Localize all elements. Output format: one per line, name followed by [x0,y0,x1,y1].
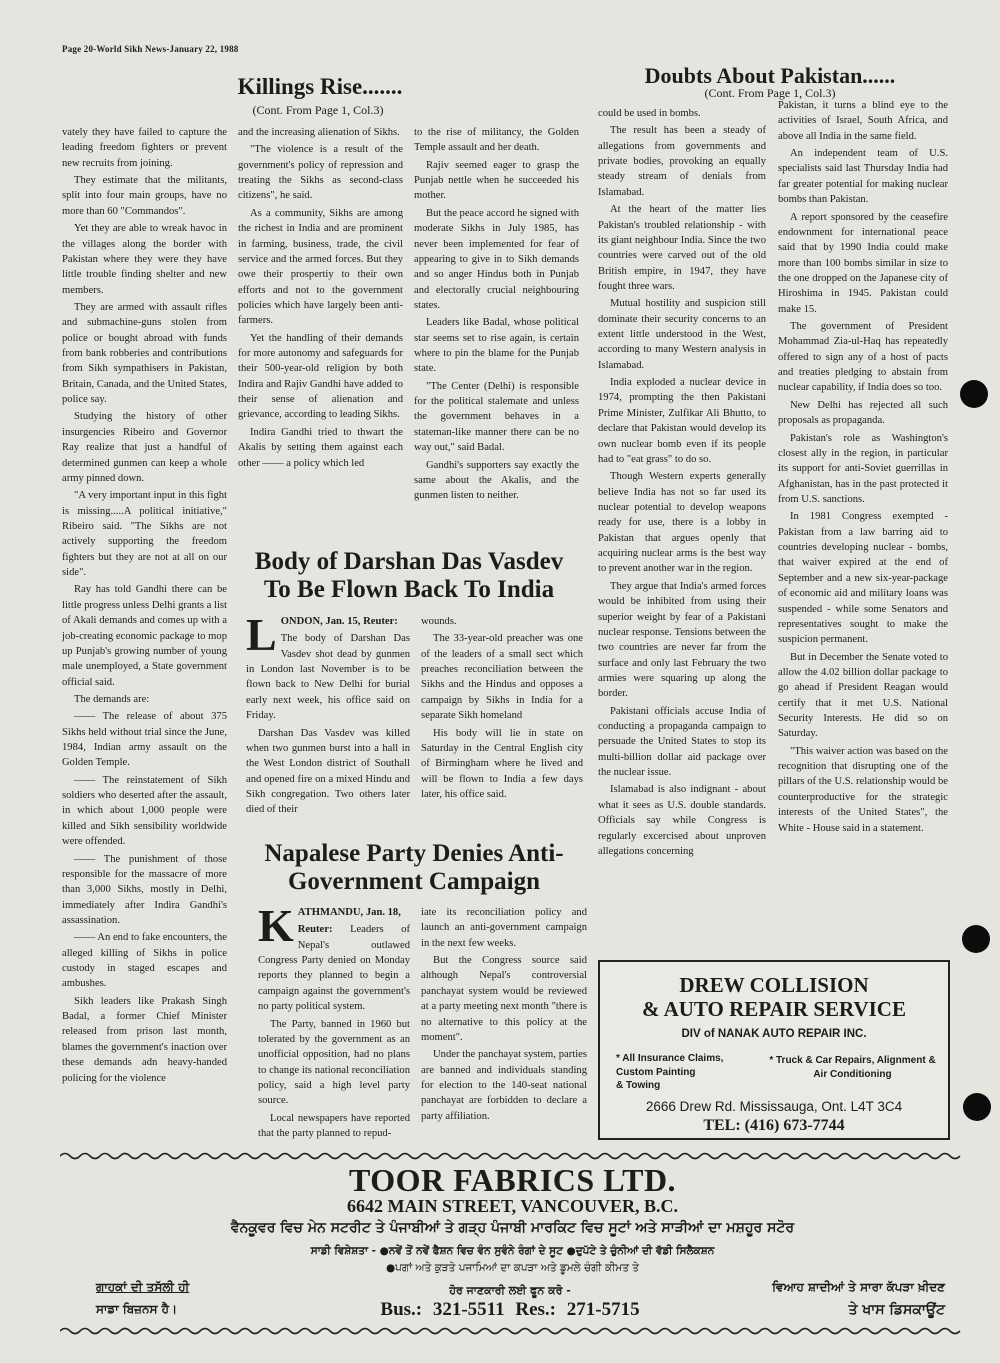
paragraph: A report sponsored by the ceasefire endownment for international peace said that by 1990 India could make more than 100 bombs similar in size to the one dropped on the Japanese city of Hiroshima in 1945. Pakistan could make 15. [778,211,948,315]
toor-info-line: ਹੋਰ ਜਾਣਕਾਰੀ ਲਈ ਫੂਨ ਕਰੋ - [449,1284,571,1297]
toor-punjabi-specialty-2: ●ਪਗਾਂ ਅਤੇ ਕੁੜਤੇ ਪਜਾਮਿਆਂ ਦਾ ਕਪੜਾ ਅਤੇ ਡੂਮਲੇ ਚੰਗੀ ਕੀਮਤ ਤੇ [386,1262,639,1274]
paragraph: Mutual hostility and suspicion still dominate their security concerns to an extent little understood in the West, according to many Western analysis in Islamabad. [598,298,766,371]
paragraph: —— An end to fake encounters, the alleged killing of Sikhs in police custody in staged escapes and ambushes. [62,932,227,990]
toor-punjabi-specialty: ਸਾਡੀ ਵਿਸ਼ੇਸ਼ਤਾ - ●ਨਵੇਂ ਤੋਂ ਨਵੇਂ ਫੈਸ਼ਨ ਵਿਚ ਵੰਨ ਸੁਵੰਨੇ ਰੰਗਾਂ ਦੇ ਸੂਟ ●ਦੁਪੱਟੇ ਤੇ ਚੁੰਨੀਆਂ ਦੀ ਵੱਡੀ ਸਿਲੈਕਸ਼ਨ [310,1245,715,1257]
paragraph: But the peace accord he signed with moderate Sikhs in July 1985, has never been implemented for fear of appearing to give in to Sikh demands and so anger Hindus both in Punjab and electorally crucial neighbouring states. [414,207,579,311]
paragraph: The demands are: [74,693,150,705]
paragraph: India exploded a nuclear device in 1974, prompting the then Pakistani Prime Minister, Zulfikar Ali Bhutto, to declare that Pakistan would develop its own nuclear bomb even if its people had to "eat grass" to do so. [598,377,766,465]
paragraph: "The violence is a result of the government's policy of repression and treating the Sikhs as second-class citizens", he said. [238,144,403,202]
toor-address: 6642 MAIN STREET, VANCOUVER, B.C. [346,1196,679,1216]
paragraph: The 33-year-old preacher was one of the leaders of a small sect which preaches reconciliation between the Sikhs and the Hindus and opposes a campaign by Sikhs in India for a separate Sikh homeland [421,633,583,722]
paragraph: "This waiver action was based on the recognition that disrupting one of the pillars of the U.S. relationship would be counterproductive for the strategic interests of the United States", the White - House said in a statement. [778,745,948,834]
running-head: Page 20-World Sikh News-January 22, 1988 [62,44,239,54]
paragraph: New Delhi has rejected all such proposals as propaganda. [778,399,948,427]
paragraph: Rajiv seemed eager to grasp the Punjab nettle when he succeeded his mother. [414,159,579,202]
paragraph: Local newspapers have reported that the party planned to repud- [258,1112,410,1140]
napal-dropcap: K [258,900,294,951]
pakistan-headline: Doubts About Pakistan...... [644,63,896,88]
paragraph: They estimate that the militants, split into four main groups, have no more than 60 "Commandos". [62,175,227,217]
paragraph: Ray has told Gandhi there can be little progress unless Delhi grants a list of Akali demands and comes up with a job-creating economic package to mop up Punjab's growing number of young male unemployed, a State government official said. [62,584,227,688]
darshan-headline-line2: To Be Flown Back To India [263,576,555,603]
paragraph: iate its reconciliation policy and launch an anti-government campaign in the next few weeks. [421,907,587,949]
paragraph: "A very important input in this fight is missing.....A political initiative," Ribeiro said. "The Sikhs are not actively supporting the freedom fighters but they are not at all on our side". [62,490,227,579]
paragraph: The Party, banned in 1960 but tolerated by the government as an unofficial opposition, had no plans to change its national reconciliation policy, said a high level party source. [258,1018,410,1107]
killings-col-2 [238,125,403,473]
napal-col-2 [421,905,587,1126]
darshan-col-1 [246,609,410,820]
binder-hole [960,380,988,408]
toor-punjabi-tagline: ਵੈਨਕੂਵਰ ਵਿਚ ਮੇਨ ਸਟਰੀਟ ਤੇ ਪੰਜਾਬੀਆਂ ਤੇ ਗੜ੍ਹ ਪੰਜਾਬੀ ਮਾਰਕਿਟ ਵਿਚ ਸੂਟਾਂ ਅਤੇ ਸਾੜੀਆਂ ਦਾ ਮਸ਼ਹੂਰ ਸਟੋਰ [230,1220,795,1236]
paragraph: As a community, Sikhs are among the richest in India and are prominent in farming, business, trade, the civil service and the armed forces. But they owe their prospertiy to their own efforts and not to the government policies which have largely been anti-farmers. [238,207,403,327]
darshan-col-2 [421,614,583,804]
ad-address: 2666 Drew Rd. Mississauga, Ont. L4T 3C4 [645,1099,903,1114]
paragraph: His body will lie in state on Saturday in the Central English city of Birmingham where he lived and will be flown to India a few days later, his office said. [421,727,583,800]
paragraph: At the heart of the matter lies Pakistan's troubled relationship - with its giant neighbour India. Since the two countries were carved out of the old British empire, in 1947, they have fought three wars. [598,204,766,292]
napal-col-1 [258,900,410,1143]
paragraph: Under the panchayat system, parties are banned and individuals standing for election to the 140-seat national panchayat are forbidden to declare a party affiliation. [421,1049,587,1122]
drew-collision-ad [598,960,950,1140]
paragraph: The government of President Mohammad Zia-ul-Haq has repeatedly offered to sign any of a host of pacts and treaties pledging to abstain from nuclear capability, if India does so too. [778,321,948,394]
killings-col-1 [62,125,227,1088]
killings-headline: Killings Rise....... [237,74,403,99]
paragraph: But in December the Senate voted to allow the 4.02 billion dollar package to go ahead if President Reagan would certify that it met U.S. National Security Interests. He did so on Saturday. [778,651,948,740]
paragraph: Yet they are able to wreak havoc in the villages along the border with Pakistan where they were they have little trouble finding shelter and new members. [62,223,227,296]
killings-cont-line: (Cont. From Page 1, Col.3) [252,103,384,117]
napal-lead: Leaders of Nepal's outlawed Congress Party denied on Monday reports they planned to begin a campaign against the government's no party political system. [258,924,410,1013]
pakistan-cont-line: (Cont. From Page 1, Col.3) [704,86,836,100]
paragraph: They are armed with assault rifles and submachine-guns stolen from police or bought abroad with funds from bank robberies and contributions from Sikh sympathisers in Pakistan, Britain, Canada, and the United States, police say. [62,301,227,406]
toor-phones: Bus.: 321-5511 Res.: 271-5715 [380,1299,640,1320]
paragraph: wounds. [421,616,457,627]
paragraph: Pakistan, it turns a blind eye to the activities of Israel, South Africa, and above all India in the same field. [778,100,948,142]
toor-name: TOOR FABRICS LTD. [348,1162,677,1198]
ad-services-left: * All Insurance Claims, Custom Painting & Towing [616,1053,724,1091]
paragraph: could be used in bombs. [598,108,701,119]
paragraph: The result has been a steady of allegations from governments and private bodies, provoking an equally steady stream of denials from Islamabad. [598,125,766,198]
paragraph: Though Western experts generally believe India has not so far used its nuclear potential to develop weapons ready for use, there is a lobby in Pakistan that argues openly that acquiring nuclear arms is the best way to prevent another war in the region. [598,471,766,575]
paragraph: Studying the history of other insurgencies Ribeiro and Governor Ray realize that just a handful of determined gunmen can keep a whole army pinned down. [62,411,227,484]
ad-title-line1: DREW COLLISION [679,973,869,997]
paragraph: and the increasing alienation of Sikhs. [238,127,400,138]
toor-right-line2: ਤੇ ਖਾਸ ਡਿਸਕਾਊਂਟ [848,1302,945,1318]
napal-dateline-2: Reuter: [297,924,333,936]
paragraph: In 1981 Congress exempted - Pakistan from a law barring aid to countries developing nuclear - bombs, that waiver expired at the end of September and a new six-year-package of economic aid and military loans was suspended - while some Senators and representatives sought to make the suspicion permanent. [778,511,948,646]
paragraph: vately they have failed to capture the leading freedom fighters or prevent new recruits from joining. [62,127,227,169]
toor-left-line1: ਗਾਹਕਾਂ ਦੀ ਤਸੱਲੀ ਹੀ [96,1280,190,1294]
ad-title-line2: & AUTO REPAIR SERVICE [642,997,906,1021]
paragraph: Darshan Das Vasdev was killed when two gunmen burst into a hall in the West London district of Southall and opened fire on a mixed Hindu and Sikh congregation. Two others later died of their [246,727,410,816]
pakistan-col-1 [598,106,766,861]
paragraph: The body of Darshan Das Vasdev shot dead by gunmen in London last November is to be flown back to New Delhi for burial early next week, his office said on Friday. [246,633,410,722]
napal-headline-line2: Government Campaign [287,868,541,895]
paragraph: Yet the handling of their demands for more autonomy and safeguards for their 500-year-old religion by both Indira and Rajiv Gandhi have added to their sense of alienation and grievance, according to leading Sikhs. [238,332,403,421]
binder-hole [962,925,990,953]
paragraph: Islamabad is also indignant - about what it sees as U.S. double standards. Officials say while Congress is regularly excercised about unproven allegations concerning [598,784,766,857]
ad-telephone: TEL: (416) 673-7744 [703,1117,845,1134]
paragraph: —— The reinstatement of Sikh soldiers who deserted after the assault, in which about 1,000 people were killed and Sikh sensibility worldwide were offended. [62,774,227,848]
paragraph: Pakistani officials accuse India of conducting a propaganda campaign to persuade the United States to stop its multi-billion dollar aid package over the nuclear issue. [598,705,766,779]
ad-division: DIV of NANAK AUTO REPAIR INC. [681,1028,867,1040]
toor-left-line2: ਸਾਡਾ ਬਿਜ਼ਨਸ ਹੈ। [96,1302,178,1316]
paragraph: Sikh leaders like Prakash Singh Badal, a former Chief Minister released from prison last month, blames the government's inaction over these demands adn heavy-handed policing for the violence [62,995,227,1084]
binder-hole [963,1093,991,1121]
wavy-border-bottom [60,1326,965,1336]
darshan-dateline: ONDON, Jan. 15, Reuter: [280,616,398,627]
killings-col-3 [414,125,579,506]
pakistan-col-2 [778,98,948,838]
wavy-border-top [60,1151,965,1161]
paragraph: "The Center (Delhi) is responsible for the political stalemate and unless the government behaves in a stateman-like manner there can be no way out," said Badal. [414,380,579,454]
ad-services-right: * Truck & Car Repairs, Alignment & Air Conditioning [769,1055,936,1080]
paragraph: They argue that India's armed forces would be inhibited from using their superior weight by fear of a Pakistani nuclear response. Tensions between the two countries are never far from the surface and only last February the two armies were squaring up along the border. [598,580,766,700]
paragraph: But the Congress source said although Nepal's controversial panchayat system would be reviewed at a party meeting next month "there is no alternative to this policy at the moment". [421,955,587,1043]
napal-headline-line1: Napalese Party Denies Anti- [264,840,564,867]
paragraph: to the rise of militancy, the Golden Temple assault and her death. [414,127,579,154]
toor-right-line1: ਵਿਆਹ ਸ਼ਾਦੀਆਂ ਤੇ ਸਾਰਾ ਕੱਪੜਾ ਖ਼ੀਦਣ [772,1280,945,1294]
darshan-headline-line1: Body of Darshan Das Vasdev [254,548,564,575]
paragraph: Leaders like Badal, whose political star seems set to rise again, is certain where to pin the blame for the Punjab state. [414,317,579,375]
paragraph: —— The punishment of those responsible for the massacre of more than 3,000 Sikhs, mostly in Delhi, immediately after Indira Gandhi's assassination. [62,853,227,926]
paragraph: Pakistan's role as Washington's closest ally in the region, in particular its support for anti-Soviet guerrillas in Afghanistan, has in the past protected it from U.S. sanctions. [778,432,948,505]
paragraph: Gandhi's supporters say exactly the same about the Akalis, and the gunmen listen to neither. [414,459,579,502]
napal-dateline: ATHMANDU, Jan. 18, [297,907,401,918]
darshan-dropcap: L [246,609,277,660]
paragraph: Indira Gandhi tried to thwart the Akalis by setting them against each other —— a policy which led [238,426,403,469]
paragraph: An independent team of U.S. specialists said last Thursday India had far greater potential for making nuclear bombs than Pakistan. [778,148,948,206]
paragraph: —— The release of about 375 Sikhs held without trial since the June, 1984, Indian army assault on the Golden Temple. [62,711,227,769]
